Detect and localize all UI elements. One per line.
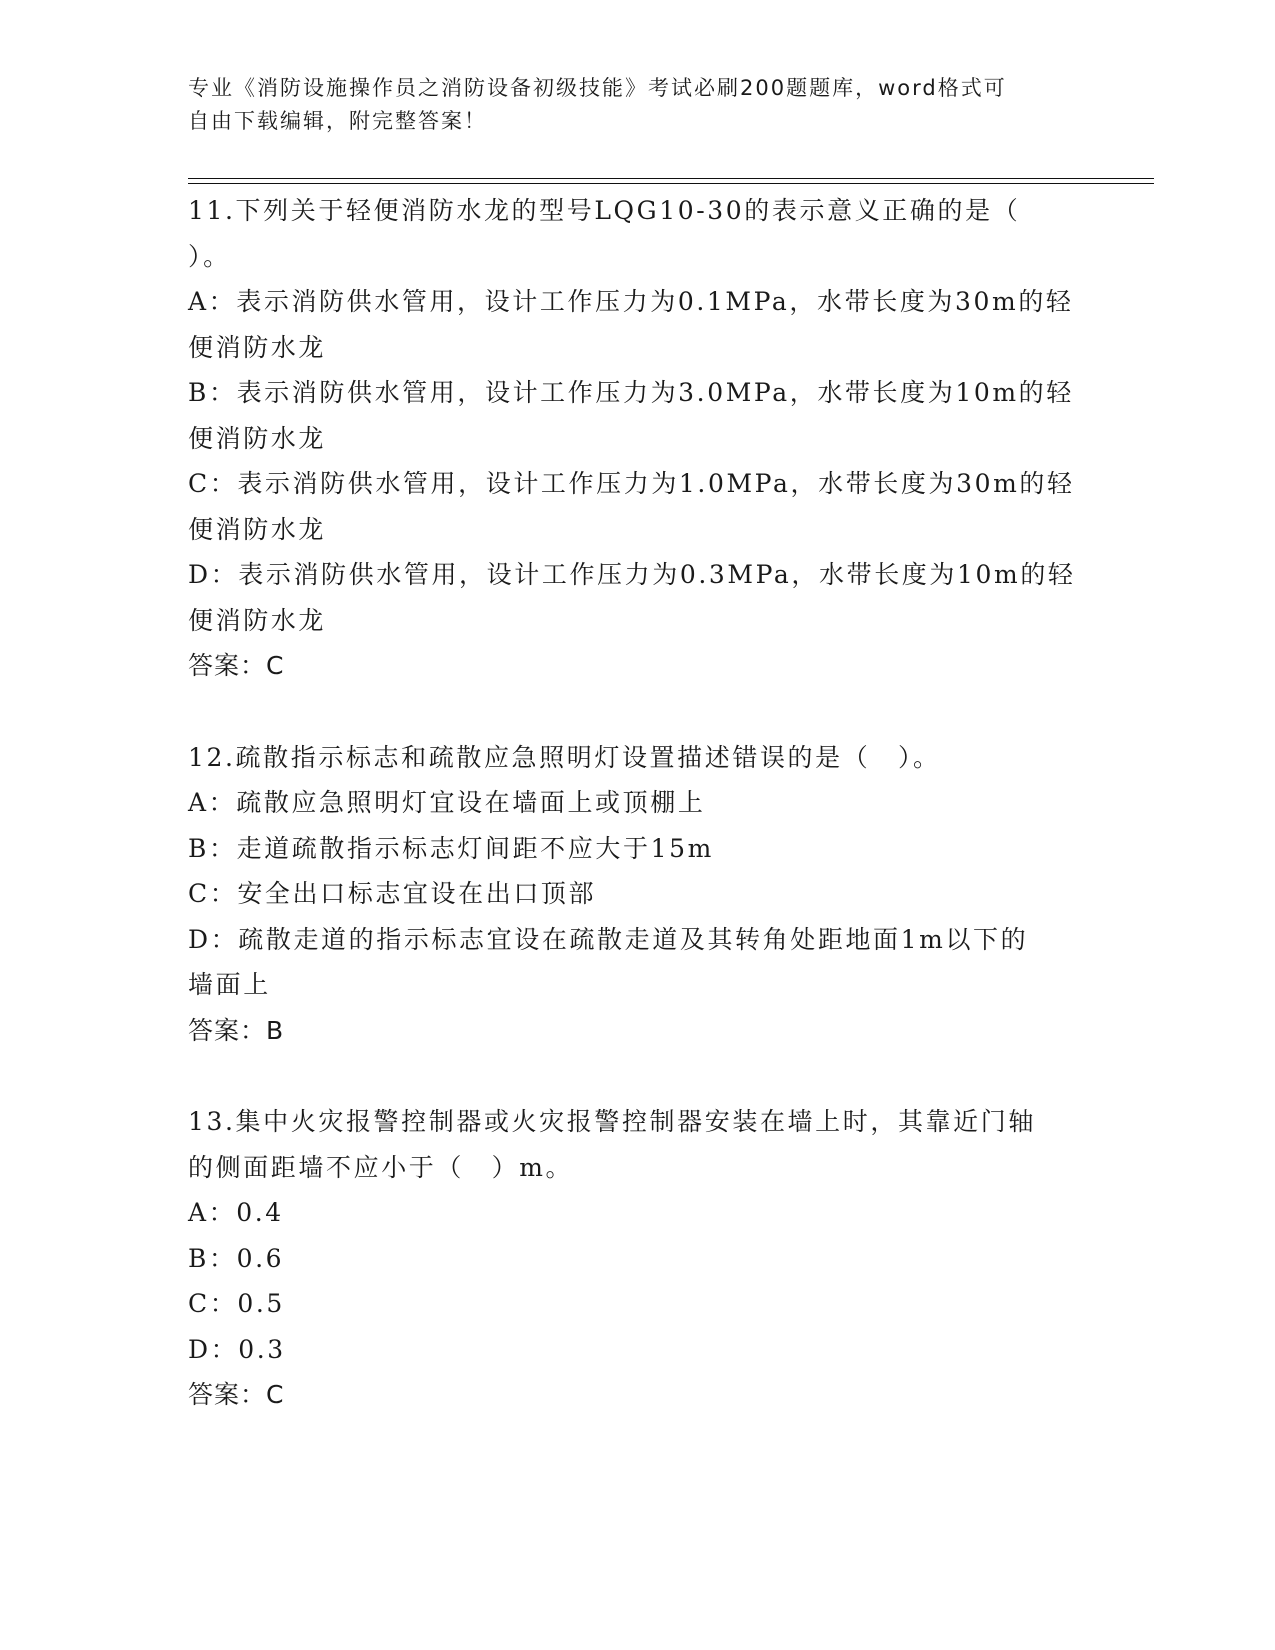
- question-spacer: [188, 689, 1088, 735]
- option-b-line: B：表示消防供水管用，设计工作压力为3.0MPa，水带长度为10m的轻: [188, 378, 1074, 407]
- question-stem-line: ）。: [188, 241, 231, 271]
- option-d-line: D：0.3: [188, 1334, 286, 1364]
- question-stem-line: 的侧面距墙不应小于（ ）m。: [188, 1152, 574, 1182]
- question-stem-line: 11.下列关于轻便消防水龙的型号LQG10-30的表示意义正确的是（: [188, 196, 1021, 225]
- question-11: [188, 188, 1088, 689]
- option-b-line: 便消防水龙: [188, 423, 327, 453]
- option-d-line: D：表示消防供水管用，设计工作压力为0.3MPa，水带长度为10m的轻: [188, 560, 1076, 589]
- document-header: [188, 72, 1068, 138]
- answer-label: 答案：C: [188, 1380, 285, 1409]
- option-d-line: 便消防水龙: [188, 605, 327, 635]
- option-b-line: B：0.6: [188, 1243, 285, 1273]
- header-line-2: 自由下载编辑，附完整答案！: [188, 109, 487, 133]
- option-c-line: C：安全出口标志宜设在出口顶部: [188, 879, 597, 908]
- option-c-line: C：0.5: [188, 1289, 285, 1318]
- option-a-line: A：表示消防供水管用，设计工作压力为0.1MPa，水带长度为30m的轻: [188, 287, 1074, 316]
- question-stem-line: 13.集中火灾报警控制器或火灾报警控制器安装在墙上时，其靠近门轴: [188, 1107, 1036, 1136]
- answer-label: 答案：C: [188, 651, 285, 680]
- option-d-line: D：疏散走道的指示标志宜设在疏散走道及其转角处距地面1m以下的: [188, 924, 1029, 954]
- option-b-line: B：走道疏散指示标志灯间距不应大于15m: [188, 833, 714, 863]
- question-list: [188, 188, 1088, 1418]
- header-divider-top: [188, 178, 1154, 179]
- answer-label: 答案：B: [188, 1015, 285, 1045]
- question-13: [188, 1099, 1088, 1418]
- option-a-line: A：疏散应急照明灯宜设在墙面上或顶棚上: [188, 788, 706, 817]
- option-d-line: 墙面上: [188, 970, 271, 999]
- header-line-1: 专业《消防设施操作员之消防设备初级技能》考试必刷200题题库，word格式可: [188, 76, 1007, 100]
- option-a-line: A：0.4: [188, 1198, 284, 1227]
- option-c-line: 便消防水龙: [188, 514, 327, 544]
- header-divider-bottom: [188, 183, 1154, 184]
- question-spacer: [188, 1053, 1088, 1099]
- question-stem-line: 12.疏散指示标志和疏散应急照明灯设置描述错误的是（ ）。: [188, 742, 941, 772]
- option-c-line: C：表示消防供水管用，设计工作压力为1.0MPa，水带长度为30m的轻: [188, 469, 1075, 498]
- option-a-line: 便消防水龙: [188, 332, 327, 362]
- question-12: [188, 735, 1088, 1054]
